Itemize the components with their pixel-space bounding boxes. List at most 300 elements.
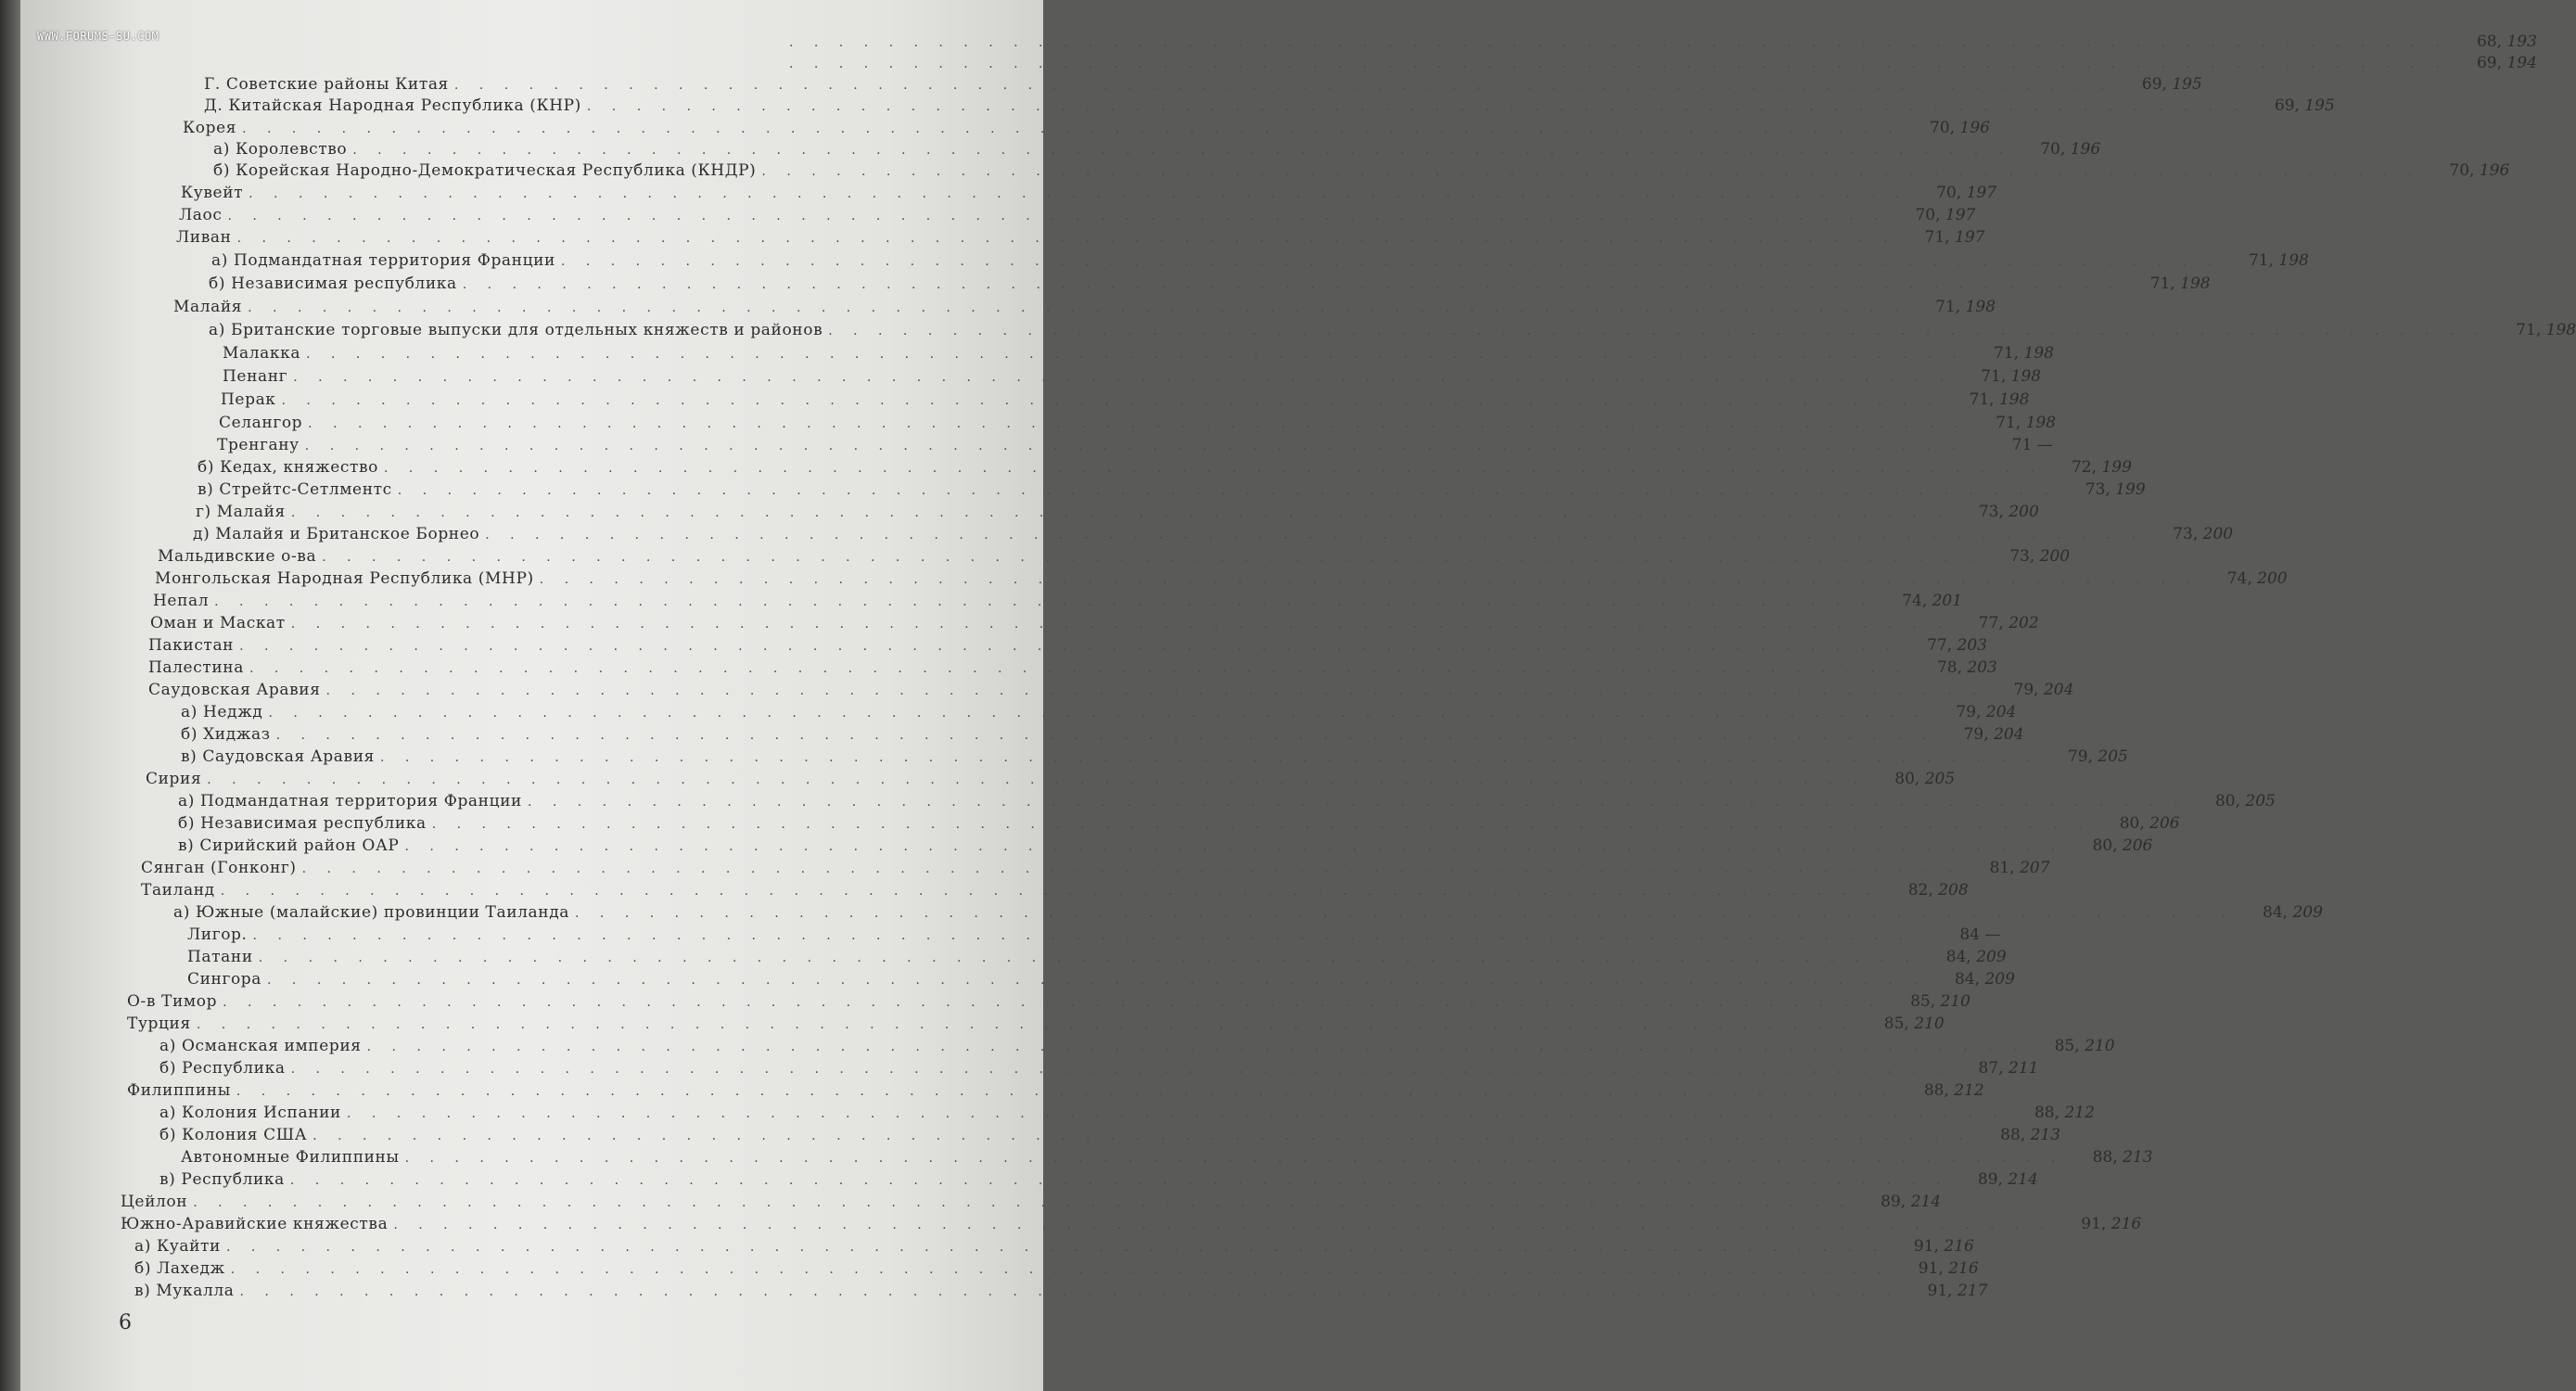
- toc-entry-label: Пенанг: [223, 367, 288, 386]
- toc-entry: [127, 1079, 1984, 1102]
- catalog-page: 82,: [1907, 881, 1933, 900]
- toc-entry: [158, 545, 2071, 568]
- leader-dots: . . . . . . . . . . . . . . . . . . . . . . . . . . . . . . . . . . . . . . . . . . . . . . . . . . . . . . . . . . . . . . . . . . .: [575, 906, 2234, 921]
- catalog-page: 80,: [2119, 814, 2145, 833]
- leader-dots: . . . . . . . . . . . . . . . . . . . . . . . . . . . . . . . . . . . . . . . . . . . . . . . . . . . . . . . . . . . . . . . . . . .: [347, 1106, 2006, 1121]
- price-page: 211: [2009, 1059, 2039, 1078]
- leader-dots: . . . . . . . . . . . . . . . . . . . . . . . . . . . . . . . . . . . . . . . . . . . . . . . . . . . . . . . . . . . . . . . . . . .: [384, 461, 2043, 476]
- leader-dots: . . . . . . . . . . . . . . . . . . . . . . . . . . . . . . . . . . . . . . . . . . . . . . . . . . . . . . . . . . . . . . . . . . .: [230, 1262, 1890, 1277]
- catalog-page: 71,: [1924, 228, 1950, 247]
- catalog-page: 74,: [2226, 569, 2252, 588]
- toc-page-refs: [1965, 342, 2054, 364]
- toc-entry: [219, 412, 2057, 434]
- price-page: 202: [2009, 614, 2039, 632]
- price-page: 203: [1957, 636, 1987, 655]
- price-page: 206: [2122, 836, 2153, 855]
- toc-entry: [204, 95, 2335, 117]
- toc-entry-label: а) Королевство: [213, 140, 348, 159]
- toc-page-refs: [1926, 968, 2015, 990]
- toc-page-refs: [1886, 204, 1975, 226]
- toc-entry-label: б) Колония США: [159, 1126, 308, 1144]
- leader-dots: . . . . . . . . . . . . . . . . . . . . . . . . . . . . . . . . . . . . . . . . . . . . . . . . . . . . . . . . . . . . . . . . . . .: [308, 416, 1968, 431]
- leader-dots: . . . . . . . . . . . . . . . . . . . . . . . . . . . . . . . . . . . . . . . . . . . . . . . . . . . . . . . . . . . . . . . . . . .: [306, 347, 1965, 362]
- price-page: 200: [2202, 525, 2234, 543]
- leader-dots: . . . . . . . . . . . . . . . . . . . . . . . . . . . . . . . . . . . . . . . . . . . . . . . . . . . . . . . . . . . . . . . . . . .: [789, 57, 2448, 71]
- price-page: 198: [2278, 251, 2309, 270]
- leader-dots: . . . . . . . . . . . . . . . . . . . . . . . . . . . . . . . . . . . . . . . . . . . . . . . . . . . . . . . . . . . . . . . . . . .: [252, 928, 1912, 943]
- toc-entry-label: в) Мукалла: [134, 1282, 235, 1300]
- leader-dots: . . . . . . . . . . . . . . . . . . . . . . . . . . . . . . . . . . . . . . . . . . . . . . . . . . . . . . . . . . . . . . . . . . .: [828, 324, 2488, 338]
- toc-entry-label: а) Подмандатная территория Франции: [178, 792, 522, 810]
- toc-entry-label: а) Колония Испании: [159, 1104, 341, 1122]
- leader-dots: . . . . . . . . . . . . . . . . . . . . . . . . . . . . . . . . . . . . . . . . . . . . . . . . . . . . . . . . . . . . . . . . . . .: [404, 1151, 2064, 1166]
- toc-entry-label: Г. Советские районы Китая: [204, 75, 449, 94]
- catalog-page: 73,: [2173, 525, 2199, 543]
- toc-page-refs: [2043, 456, 2132, 479]
- toc-page-refs: [1961, 857, 2050, 879]
- toc-page-refs: [1964, 434, 2053, 456]
- catalog-page: 85,: [1883, 1015, 1909, 1033]
- toc-entry: [193, 523, 2234, 545]
- leader-dots: . . . . . . . . . . . . . . . . . . . . . . . . . . . . . . . . . . . . . . . . . . . . . . . . . . . . . . . . . . . . . . . . . . .: [404, 839, 2064, 854]
- toc-page-refs: [1901, 117, 1990, 139]
- toc-entry: [187, 924, 2001, 946]
- toc-entry-label: Д. Китайская Народная Республика (КНР): [204, 96, 581, 115]
- toc-entry: [146, 768, 1956, 790]
- toc-entry: [121, 1213, 2142, 1235]
- price-page: 203: [1967, 658, 1997, 677]
- toc-entry: [148, 634, 1987, 657]
- leader-dots: . . . . . . . . . . . . . . . . . . . . . . . . . . . . . . . . . . . . . . . . . . . . . . . . . . . . . . . . . . . . . . . . . . .: [312, 1129, 1972, 1143]
- toc-entry-label: а) Неджд: [181, 703, 263, 721]
- toc-entry: [213, 138, 2101, 160]
- catalog-page: 71,: [1935, 298, 1961, 316]
- toc-page-refs: [1908, 657, 1997, 679]
- leader-dots: . . . . . . . . . . . . . . . . . . . . . . . . . . . . . . . . . . . . . . . . . . . . . . . . . . . . . . . . . . . . . . . . . . .: [289, 1173, 1949, 1188]
- toc-page-refs: [2011, 138, 2100, 160]
- price-page: 197: [1955, 228, 1985, 247]
- toc-entry-label: Южно-Аравийские княжества: [121, 1215, 389, 1233]
- catalog-page: 85,: [2054, 1037, 2080, 1055]
- toc-entry-label: Цейлон: [121, 1193, 188, 1211]
- price-page: 198: [2010, 367, 2042, 386]
- toc-page-refs: [2039, 746, 2128, 768]
- leader-dots: . . . . . . . . . . . . . . . . . . . . . . . . . . . . . . . . . . . . . . . . . . . . . . . . . . . . . . . . . . . . . . . . . . .: [258, 951, 1918, 965]
- price-page: 216: [2111, 1215, 2142, 1233]
- catalog-page: 73,: [2009, 547, 2035, 566]
- price-page: 210: [1914, 1015, 1945, 1033]
- toc-page-refs: [1866, 768, 1955, 790]
- toc-entry: [187, 946, 2007, 968]
- catalog-page: 88,: [2092, 1148, 2118, 1167]
- toc-entry: [178, 835, 2153, 857]
- leader-dots: . . . . . . . . . . . . . . . . . . . . . . . . . . . . . . . . . . . . . . . . . . . . . . . . . . . . . . . . . . . . . . . . . . .: [223, 995, 1881, 1010]
- page-number: 6: [119, 1311, 132, 1334]
- toc-page-refs: [2448, 52, 2537, 74]
- price-page: 210: [2085, 1037, 2115, 1055]
- toc-entry-label: Лаос: [179, 206, 223, 224]
- leader-dots: . . . . . . . . . . . . . . . . . . . . . . . . . . . . . . . . . . . . . . . . . . . . . . . . . . . . . . . . . . . . . . . . . . .: [453, 78, 2113, 93]
- price-page: 205: [2098, 747, 2128, 766]
- price-page: 195: [2172, 75, 2202, 94]
- toc-entry: [209, 319, 2576, 341]
- leader-dots: . . . . . . . . . . . . . . . . . . . . . . . . . . . . . . . . . . . . . . . . . . . . . . . . . . . . . . . . . . . . . . . . . . .: [527, 795, 2187, 810]
- catalog-page: 79,: [2067, 747, 2093, 766]
- catalog-page: 77,: [1978, 614, 2004, 632]
- toc-entry-label: Монгольская Народная Республика (МНР): [155, 569, 534, 588]
- catalog-page: 80,: [2092, 836, 2118, 855]
- toc-entry: [159, 1168, 2038, 1191]
- toc-page-refs: [1940, 389, 2029, 411]
- toc-page-refs: [2420, 160, 2509, 182]
- toc-entry-label: Филиппины: [127, 1081, 231, 1100]
- leader-dots: . . . . . . . . . . . . . . . . . . . . . . . . . . . . . . . . . . . . . . . . . . . . . . . . . . . . . . . . . . . . . . . . . . .: [242, 121, 1901, 136]
- price-page: 196: [2479, 161, 2510, 180]
- leader-dots: . . . . . . . . . . . . . . . . . . . . . . . . . . . . . . . . . . . . . . . . . . . . . . . . . . . . . . . . . . . . . . . . . . .: [379, 750, 2039, 765]
- toc-page-refs: [1907, 182, 1996, 204]
- catalog-page: 69,: [2274, 96, 2300, 115]
- leader-dots: . . . . . . . . . . . . . . . . . . . . . . . . . . . . . . . . . . . . . . . . . . . . . . . . . . . . . . . . . . . . . . . . . . .: [236, 1084, 1895, 1099]
- leader-dots: . . . . . . . . . . . . . . . . . . . . . . . . . . . . . . . . . . . . . . . . . . . . . . . . . . . . . . . . . . . . . . . . . . .: [214, 594, 1874, 609]
- toc-entry-label: г) Малайя: [196, 503, 286, 521]
- toc-page-refs: [1971, 1124, 2060, 1146]
- toc-entry: [159, 1057, 2039, 1079]
- toc-entry-label: а) Подмандатная территория Франции: [211, 251, 555, 270]
- toc-entry-label: Автономные Филиппины: [181, 1148, 400, 1167]
- price-page: 205: [2245, 792, 2276, 810]
- catalog-page: 91,: [2081, 1215, 2107, 1233]
- toc-entry-label: б) Корейская Народно-Демократическая Республика (КНДР): [213, 161, 757, 180]
- toc-entry: [187, 968, 2015, 990]
- toc-page-refs: [2220, 249, 2309, 272]
- toc-entry: [176, 226, 1985, 249]
- catalog-page: 89,: [1881, 1193, 1906, 1211]
- toc-entry-label: Кувейт: [181, 184, 244, 202]
- catalog-page: 84,: [2263, 903, 2289, 922]
- toc-entry: [148, 657, 1997, 679]
- toc-page-refs: [1911, 924, 2000, 946]
- toc-page-refs: [1880, 879, 1969, 901]
- catalog-page: 71,: [2248, 251, 2275, 270]
- leader-dots: . . . . . . . . . . . . . . . . . . . . . . . . . . . . . . . . . . . . . . . . . . . . . . . . . . . . . . . . . . . . . . . . . . .: [290, 505, 1950, 520]
- price-page: 204: [1994, 725, 2024, 744]
- toc-entry: [173, 296, 1996, 318]
- toc-entry-label: а) Южные (малайские) провинции Таиланда: [173, 903, 570, 922]
- catalog-page: 89,: [1977, 1170, 2003, 1189]
- toc-entry-label: Перак: [221, 390, 276, 409]
- toc-entry: [179, 204, 1976, 226]
- leader-dots: . . . . . . . . . . . . . . . . . . . . . . . . . . . . . . . . . . . . . . . . . . . . . . . . . . . . . . . . . . . . . . . . . . .: [248, 300, 1907, 315]
- toc-entry-label: в) Стрейтс-Сетлментс: [198, 480, 392, 499]
- price-page: 214: [1910, 1193, 1942, 1211]
- price-page: 210: [1940, 992, 1970, 1011]
- toc-entry-label: Оман и Маскат: [150, 614, 286, 632]
- price-page: 199: [2101, 458, 2132, 477]
- catalog-page: 68,: [2476, 32, 2503, 51]
- toc-entry-label: б) Республика: [159, 1059, 286, 1078]
- toc-entry-label: а) Британские торговые выпуски для отдельных княжеств и районов: [209, 321, 823, 339]
- leader-dots: . . . . . . . . . . . . . . . . . . . . . . . . . . . . . . . . . . . . . . . . . . . . . . . . . . . . . . . . . . . . . . . . . . .: [397, 483, 2057, 498]
- leader-dots: . . . . . . . . . . . . . . . . . . . . . . . . . . . . . . . . . . . . . . . . . . . . . . . . . . . . . . . . . . . . . . . . . . .: [366, 1040, 2026, 1054]
- leader-dots: . . . . . . . . . . . . . . . . . . . . . . . . . . . . . . . . . . . . . . . . . . . . . . . . . . . . . . . . . . . . . . . . . . .: [761, 164, 2421, 179]
- toc-page-refs: [1881, 990, 1970, 1013]
- toc-entry: [181, 182, 1997, 204]
- price-page: 204: [1985, 703, 2017, 721]
- toc-entry-label: Пакистан: [148, 636, 235, 655]
- price-page: 193: [2506, 32, 2537, 51]
- toc-entry-label: б) Кедах, княжество: [198, 458, 378, 477]
- leader-dots: . . . . . . . . . . . . . . . . . . . . . . . . . . . . . . . . . . . . . . . . . . . . . . . . . . . . . . . . . . . . . . . . . . .: [539, 572, 2199, 587]
- price-page: 209: [1984, 970, 2015, 989]
- catalog-page: 85,: [1910, 992, 1936, 1011]
- price-page: 207: [2020, 859, 2050, 877]
- price-page: 200: [2039, 547, 2071, 566]
- leader-dots: . . . . . . . . . . . . . . . . . . . . . . . . . . . . . . . . . . . . . . . . . . . . . . . . . . . . . . . . . . . . . . . . . . .: [301, 861, 1961, 876]
- toc-entry-label: б) Независимая республика: [209, 274, 457, 293]
- leader-dots: . . . . . . . . . . . . . . . . . . . . . . . . . . . . . . . . . . . . . . . . . . . . . . . . . . . . . . . . . . . . . . . . . . .: [193, 1195, 1853, 1210]
- catalog-page: 81,: [1989, 859, 2015, 877]
- toc-page-refs: [2234, 901, 2323, 924]
- toc-page-refs: [2064, 1146, 2153, 1168]
- price-page: 206: [2149, 814, 2180, 833]
- toc-entry: [141, 857, 2050, 879]
- toc-entry: [134, 1235, 1974, 1257]
- toc-entry-label: в) Саудовская Аравия: [181, 747, 375, 766]
- toc-entry-label: Палестина: [148, 658, 244, 677]
- toc-page-refs: [1950, 612, 2039, 634]
- toc-entry: [223, 365, 2042, 388]
- catalog-page: 88,: [1923, 1081, 1949, 1100]
- catalog-page: 87,: [1978, 1059, 2004, 1078]
- toc-entry-label: а) Османская империя: [159, 1037, 362, 1055]
- toc-entry-label: О-в Тимор: [127, 992, 218, 1011]
- toc-entry-label: д) Малайя и Британское Борнео: [193, 525, 480, 543]
- toc-entry: [181, 723, 2024, 746]
- catalog-page: 91,: [1918, 1259, 1944, 1278]
- toc-entry: [141, 879, 1969, 901]
- toc-entry: [181, 1146, 2153, 1168]
- toc-page-refs: [2057, 479, 2146, 501]
- toc-entry-label: б) Хиджаз: [181, 725, 271, 744]
- price-page: 216: [1944, 1237, 1974, 1256]
- price-page: 205: [1924, 770, 1956, 788]
- toc-page-refs: [2113, 73, 2202, 96]
- leader-dots: . . . . . . . . . . . . . . . . . . . . . . . . . . . . . . . . . . . . . . . . . . . . . . . . . . . . . . . . . . . . . . . . . . .: [304, 439, 1964, 453]
- toc-entry: [784, 31, 2537, 53]
- catalog-page: 73,: [2085, 480, 2111, 499]
- price-page: 196: [2070, 140, 2101, 159]
- catalog-page: 72,: [2071, 458, 2098, 477]
- toc-page-refs: [1927, 701, 2016, 723]
- toc-entry: [173, 901, 2323, 924]
- toc-entry: [196, 501, 2039, 523]
- toc-entry: [198, 456, 2132, 479]
- toc-page-refs: [1984, 679, 2073, 701]
- toc-page-refs: [1949, 1168, 2038, 1191]
- leader-dots: . . . . . . . . . . . . . . . . . . . . . . . . . . . . . . . . . . . . . . . . . . . . . . . . . . . . . . . . . . . . . . . . . . .: [239, 639, 1898, 654]
- toc-page-refs: [1890, 1257, 1979, 1280]
- catalog-page: 71: [2011, 436, 2033, 454]
- catalog-page: 91,: [1927, 1282, 1953, 1300]
- toc-page-refs: [2144, 523, 2233, 545]
- toc-entry: [181, 701, 2017, 723]
- leader-dots: . . . . . . . . . . . . . . . . . . . . . . . . . . . . . . . . . . . . . . . . . . . . . . . . . . . . . . . . . . . . . . . . . . .: [290, 1062, 1950, 1077]
- leader-dots: . . . . . . . . . . . . . . . . . . . . . . . . . . . . . . . . . . . . . . . . . . . . . . . . . . . . . . . . . . . . . . . . . . .: [293, 370, 1953, 385]
- price-page: —: [2036, 436, 2053, 454]
- catalog-page: 84: [1959, 925, 1981, 944]
- price-page: 198: [2180, 274, 2211, 293]
- toc-entry-label: Турция: [127, 1015, 191, 1033]
- toc-page-refs: [1895, 226, 1984, 249]
- toc-entry-label: Лигор.: [187, 925, 248, 944]
- watermark: WWW.FORUMS-SU.COM: [37, 30, 159, 43]
- toc-entry-label: Малайя: [173, 298, 243, 316]
- price-page: 209: [1976, 948, 2007, 966]
- toc-entry-label: Сингора: [187, 970, 262, 989]
- leader-dots: . . . . . . . . . . . . . . . . . . . . . . . . . . . . . . . . . . . . . . . . . . . . . . . . . . . . . . . . . . . . . . . . . . .: [431, 817, 2091, 832]
- toc-entry: [217, 434, 2053, 456]
- price-page: 200: [2009, 503, 2039, 521]
- toc-page-refs: [1873, 590, 1962, 612]
- toc-entry-label: Сянган (Гонконг): [141, 859, 297, 877]
- toc-entry: [178, 812, 2180, 835]
- catalog-page: 84,: [1945, 948, 1971, 966]
- toc-entry: [159, 1102, 2095, 1124]
- toc-page-refs: [1935, 723, 2024, 746]
- toc-entry-label: Сирия: [146, 770, 202, 788]
- toc-entry: [223, 342, 2054, 364]
- catalog-page: 70,: [1930, 119, 1956, 137]
- toc-page-refs: [2026, 1035, 2115, 1057]
- price-page: 197: [1945, 206, 1976, 224]
- toc-page-refs: [1967, 412, 2056, 434]
- toc-page-refs: [2448, 31, 2537, 53]
- toc-page-refs: [1981, 545, 2070, 568]
- price-page: 204: [2043, 681, 2074, 699]
- catalog-page: 71,: [1981, 367, 2007, 386]
- price-page: 198: [2023, 344, 2054, 363]
- toc-entry: [784, 52, 2537, 74]
- leader-dots: . . . . . . . . . . . . . . . . . . . . . . . . . . . . . . . . . . . . . . . . . . . . . . . . . . . . . . . . . . . . . . . . . . .: [275, 728, 1935, 743]
- toc-page-refs: [1898, 634, 1987, 657]
- price-page: 216: [1948, 1259, 1979, 1278]
- catalog-page: 91,: [1913, 1237, 1939, 1256]
- leader-dots: . . . . . . . . . . . . . . . . . . . . . . . . . . . . . . . . . . . . . . . . . . . . . . . . . . . . . . . . . . . . . . . . . . .: [249, 186, 1908, 201]
- toc-page-refs: [2052, 1213, 2141, 1235]
- price-page: 208: [1938, 881, 1969, 900]
- leader-dots: . . . . . . . . . . . . . . . . . . . . . . . . . . . . . . . . . . . . . . . . . . . . . . . . . . . . . . . . . . . . . . . . . . .: [290, 617, 1950, 632]
- catalog-page: 70,: [1915, 206, 1941, 224]
- toc-entry-label: Корея: [183, 119, 237, 137]
- toc-entry: [134, 1257, 1979, 1280]
- catalog-page: 73,: [1978, 503, 2004, 521]
- toc-entry: [181, 746, 2128, 768]
- toc-page-refs: [1918, 946, 2007, 968]
- leader-dots: . . . . . . . . . . . . . . . . . . . . . . . . . . . . . . . . . . . . . . . . . . . . . . . . . . . . . . . . . . . . . . . . . . .: [325, 683, 1985, 698]
- price-page: 200: [2257, 569, 2288, 588]
- price-page: 198: [1998, 390, 2030, 409]
- toc-page-refs: [2187, 790, 2276, 812]
- toc-entry: [153, 590, 1963, 612]
- toc-entry-label: Саудовская Аравия: [148, 681, 321, 699]
- catalog-page: 88,: [2000, 1126, 2026, 1144]
- toc-page-refs: [2199, 568, 2288, 590]
- catalog-page: 74,: [1902, 592, 1928, 610]
- leader-dots: . . . . . . . . . . . . . . . . . . . . . . . . . . . . . . . . . . . . . . . . . . . . . . . . . . . . . . . . . . . . . . . . . . .: [789, 35, 2448, 50]
- price-page: —: [1984, 925, 2001, 944]
- toc-entry-label: Патани: [187, 948, 253, 966]
- toc-entry-label: Непал: [153, 592, 210, 610]
- toc-entry-label: б) Лахедж: [134, 1259, 225, 1278]
- leader-dots: . . . . . . . . . . . . . . . . . . . . . . . . . . . . . . . . . . . . . . . . . . . . . . . . . . . . . . . . . . . . . . . . . . .: [560, 254, 2220, 269]
- leader-dots: . . . . . . . . . . . . . . . . . . . . . . . . . . . . . . . . . . . . . . . . . . . . . . . . . . . . . . . . . . . . . . . . . . .: [485, 528, 2145, 542]
- price-page: 199: [2115, 480, 2146, 499]
- toc-entry-label: Селангор: [219, 414, 303, 432]
- toc-page-refs: [2063, 835, 2152, 857]
- price-page: 194: [2506, 54, 2537, 72]
- catalog-page: 80,: [1894, 770, 1920, 788]
- price-page: 212: [1954, 1081, 1984, 1100]
- toc-entry-label: Ливан: [176, 228, 232, 247]
- toc-entry: [155, 568, 2288, 590]
- catalog-page: 71,: [1969, 390, 1995, 409]
- toc-entry: [159, 1124, 2061, 1146]
- toc-entry: [183, 117, 1990, 139]
- price-page: 201: [1932, 592, 1963, 610]
- price-page: 212: [2064, 1104, 2095, 1122]
- toc-entry-label: в) Республика: [159, 1170, 285, 1189]
- catalog-page: 70,: [1936, 184, 1962, 202]
- catalog-page: 71,: [1994, 344, 2020, 363]
- toc-entry: [178, 790, 2276, 812]
- price-page: 209: [2292, 903, 2323, 922]
- toc-page-refs: [1952, 365, 2041, 388]
- toc-entry-label: Мальдивские о-ва: [158, 547, 317, 566]
- catalog-page: 70,: [2040, 140, 2066, 159]
- price-page: 217: [1957, 1282, 1988, 1300]
- leader-dots: . . . . . . . . . . . . . . . . . . . . . . . . . . . . . . . . . . . . . . . . . . . . . . . . . . . . . . . . . . . . . . . . . . .: [322, 550, 1982, 565]
- leader-dots: . . . . . . . . . . . . . . . . . . . . . . . . . . . . . . . . . . . . . . . . . . . . . . . . . . . . . . . . . . . . . . . . . . .: [249, 661, 1908, 676]
- price-page: 213: [2123, 1148, 2153, 1167]
- toc-entry: [211, 249, 2309, 272]
- leader-dots: . . . . . . . . . . . . . . . . . . . . . . . . . . . . . . . . . . . . . . . . . . . . . . . . . . . . . . . . . . . . . . . . . . .: [281, 393, 1941, 408]
- price-page: 198: [2025, 414, 2057, 432]
- leader-dots: . . . . . . . . . . . . . . . . . . . . . . . . . . . . . . . . . . . . . . . . . . . . . . . . . . . . . . . . . . . . . . . . . . .: [268, 706, 1928, 721]
- toc-page-refs: [2246, 95, 2335, 117]
- toc-entry: [221, 389, 2030, 411]
- leader-dots: . . . . . . . . . . . . . . . . . . . . . . . . . . . . . . . . . . . . . . . . . . . . . . . . . . . . . . . . . . . . . . . . . . .: [462, 277, 2122, 292]
- toc-page-refs: [1895, 1079, 1984, 1102]
- leader-dots: . . . . . . . . . . . . . . . . . . . . . . . . . . . . . . . . . . . . . . . . . . . . . . . . . . . . . . . . . . . . . . . . . . .: [586, 99, 2246, 114]
- toc-entry-label: б) Независимая республика: [178, 814, 427, 833]
- toc-entry-label: а) Куайти: [134, 1237, 221, 1256]
- toc-entry-label: Малакка: [223, 344, 301, 363]
- leader-dots: . . . . . . . . . . . . . . . . . . . . . . . . . . . . . . . . . . . . . . . . . . . . . . . . . . . . . . . . . . . . . . . . . . .: [239, 1284, 1899, 1299]
- toc-entry: [150, 612, 2039, 634]
- toc-entry-label: Тренгану: [217, 436, 300, 454]
- toc-entry: [198, 479, 2146, 501]
- catalog-page: 70,: [2449, 161, 2475, 180]
- price-page: 198: [1965, 298, 1996, 316]
- catalog-page: 69,: [2476, 54, 2503, 72]
- toc-page-refs: [2091, 812, 2180, 835]
- catalog-page: 79,: [1963, 725, 1989, 744]
- toc-entry-label: Таиланд: [141, 881, 215, 900]
- catalog-page: 71,: [1996, 414, 2021, 432]
- leader-dots: . . . . . . . . . . . . . . . . . . . . . . . . . . . . . . . . . . . . . . . . . . . . . . . . . . . . . . . . . . . . . . . . . . .: [236, 231, 1896, 246]
- catalog-page: 71,: [2516, 321, 2542, 339]
- toc-page-refs: [2122, 273, 2211, 295]
